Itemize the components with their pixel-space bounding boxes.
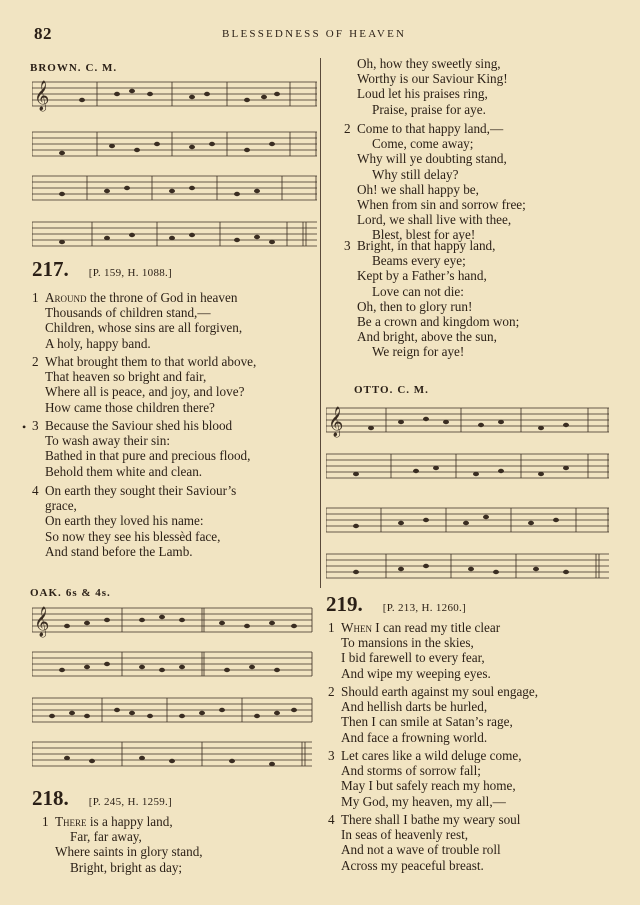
verse-number: 3 — [328, 748, 335, 763]
verse-line: That heaven so bright and fair, — [45, 369, 207, 385]
verse-number: 4 — [32, 483, 39, 498]
verse-number: 2 — [328, 684, 335, 699]
verse-line: Come to that happy land,— — [357, 121, 504, 136]
verse-number: 3 — [32, 418, 39, 433]
verse-line: Lord, we shall live with thee, — [357, 212, 512, 228]
verse-line: There shall I bathe my weary soul — [341, 812, 521, 827]
verse-line: Bright, in that happy land, — [357, 238, 496, 253]
music-score-oak — [32, 600, 320, 780]
verse-line: And not a wave of trouble roll — [341, 842, 501, 858]
hymn-218-verse-2 — [344, 121, 526, 243]
verse-line: To wash away their sin: — [45, 433, 171, 449]
hymn-219-heading — [326, 592, 466, 617]
music-notation-image — [32, 74, 320, 254]
first-word: There — [55, 814, 87, 829]
verse-number: 1 — [32, 290, 39, 305]
verse-line: Should earth against my soul engage, — [341, 684, 539, 699]
verse-line: So now they see his blessèd face, — [45, 528, 221, 544]
hymn-219-verse-1 — [328, 620, 500, 681]
verse-line: Because the Saviour shed his blood — [45, 418, 233, 433]
verse-line: Oh! we shall happy be, — [357, 181, 479, 197]
verse-line: We reign for aye! — [372, 344, 465, 360]
verse-line: And storms of sorrow fall; — [341, 763, 481, 779]
tune-meter: C. M. — [397, 384, 429, 396]
verse-line: Loud let his praises ring, — [357, 86, 488, 102]
verse-line: And face a frowning world. — [341, 729, 488, 745]
verse-line: On earth they sought their Saviour’s — [45, 483, 237, 498]
hymn-reference: [P. 213, H. 1260.] — [382, 602, 467, 614]
first-word: When — [341, 620, 372, 635]
hymn-217-heading — [32, 257, 172, 282]
verse-line: And stand before the Lamb. — [45, 543, 193, 559]
hymn-217-verse-3 — [32, 418, 250, 479]
verse-line: Thousands of children stand,— — [45, 305, 211, 321]
verse-line: And wipe my weeping eyes. — [341, 665, 491, 681]
verse-line: Where all is peace, and joy, and love? — [45, 384, 245, 400]
verse-line: Bathed in that pure and precious flood, — [45, 448, 251, 464]
tune-otto-label — [354, 380, 640, 398]
verse-line: When from sin and sorrow free; — [357, 197, 526, 213]
music-notation-image — [32, 600, 320, 780]
hymn-218-verse-3 — [344, 238, 519, 360]
hymn-219-verse-3 — [328, 748, 522, 809]
hymn-number: 219. — [326, 592, 363, 616]
verse-number: 3 — [344, 238, 351, 253]
music-score-brown — [32, 74, 320, 254]
verse-line: What brought them to that world above, — [45, 354, 257, 369]
verse-line: Praise, praise for aye. — [372, 101, 486, 117]
hymn-reference: [P. 245, H. 1259.] — [88, 796, 173, 808]
verse-line: Blest, blest for aye! — [372, 227, 476, 243]
verse-line: Where saints in glory stand, — [55, 844, 203, 860]
verse-line: May I but safely reach my home, — [341, 778, 516, 794]
tune-name: OAK. — [30, 587, 62, 599]
column-divider — [320, 58, 321, 588]
verse-number: 2 — [32, 354, 39, 369]
verse-line: And bright, above the sun, — [357, 329, 497, 345]
svg-text:𝄞: 𝄞 — [34, 81, 50, 111]
verse-line: Worthy is our Saviour King! — [357, 71, 508, 87]
verse-line: Why still delay? — [372, 166, 459, 182]
verse-line: is a happy land, — [89, 814, 173, 829]
tune-name: BROWN. — [30, 62, 82, 74]
verse-line: Far, far away, — [70, 829, 142, 845]
hymn-217-verse-2 — [32, 354, 256, 415]
verse-line: Let cares like a wild deluge come, — [341, 748, 522, 763]
hymn-218-verse-1-continued — [344, 56, 508, 117]
verse-line: Then I can smile at Satan’s rage, — [341, 714, 513, 730]
verse-line: the throne of God in heaven — [89, 290, 238, 305]
hymn-number: 217. — [32, 257, 69, 281]
verse-line: I bid farewell to every fear, — [341, 650, 485, 666]
verse-line: grace, — [45, 498, 77, 514]
verse-line: And hellish darts be hurled, — [341, 699, 488, 715]
verse-line: Across my peaceful breast. — [341, 857, 484, 873]
verse-line: Love can not die: — [372, 283, 464, 299]
first-word: Around — [45, 290, 87, 305]
hymn-number: 218. — [32, 786, 69, 810]
tune-oak-label — [30, 583, 320, 601]
verse-line: On earth they loved his name: — [45, 513, 204, 529]
tune-meter: 6s & 4s. — [65, 587, 111, 599]
verse-number: 1 — [42, 814, 49, 829]
verse-line: Oh, how they sweetly sing, — [357, 56, 501, 71]
tune-name: OTTO. — [354, 384, 394, 396]
hymn-218-verse-1 — [42, 814, 203, 875]
verse-number: 4 — [328, 812, 335, 827]
verse-line: My God, my heaven, my all,— — [341, 793, 506, 809]
music-score-otto — [326, 398, 614, 583]
verse-line: I can read my title clear — [375, 620, 501, 635]
verse-line: Be a crown and kingdom won; — [357, 314, 520, 330]
verse-line: Come, come away; — [372, 136, 474, 152]
running-title: BLESSEDNESS OF HEAVEN — [222, 28, 407, 40]
verse-line: In seas of heavenly rest, — [341, 827, 469, 843]
verse-line: How came those children there? — [45, 399, 215, 415]
svg-text:𝄞: 𝄞 — [328, 407, 344, 437]
printer-mark: • — [22, 420, 27, 434]
hymn-reference: [P. 159, H. 1088.] — [88, 267, 173, 279]
hymn-217-verse-4 — [32, 483, 236, 559]
verse-line: Kept by a Father’s hand, — [357, 268, 487, 284]
verse-line: A holy, happy band. — [45, 335, 151, 351]
verse-line: Children, whose sins are all forgiven, — [45, 320, 243, 336]
verse-line: To mansions in the skies, — [341, 635, 474, 651]
verse-line: Beams every eye; — [372, 253, 466, 269]
music-notation-image — [326, 398, 614, 583]
page-header — [34, 24, 614, 44]
verse-number: 2 — [344, 121, 351, 136]
verse-line: Why will ye doubting stand, — [357, 151, 507, 167]
svg-text:𝄞: 𝄞 — [34, 607, 50, 637]
verse-line: Oh, then to glory run! — [357, 298, 473, 314]
tune-meter: C. M. — [85, 62, 118, 74]
hymn-219-verse-4 — [328, 812, 520, 873]
verse-line: Bright, bright as day; — [70, 859, 183, 875]
page-number: 82 — [34, 24, 52, 43]
hymn-218-heading — [32, 786, 172, 811]
hymn-219-verse-2 — [328, 684, 538, 745]
verse-number: 1 — [328, 620, 335, 635]
verse-line: Behold them white and clean. — [45, 463, 203, 479]
hymn-217-verse-1 — [32, 290, 242, 351]
